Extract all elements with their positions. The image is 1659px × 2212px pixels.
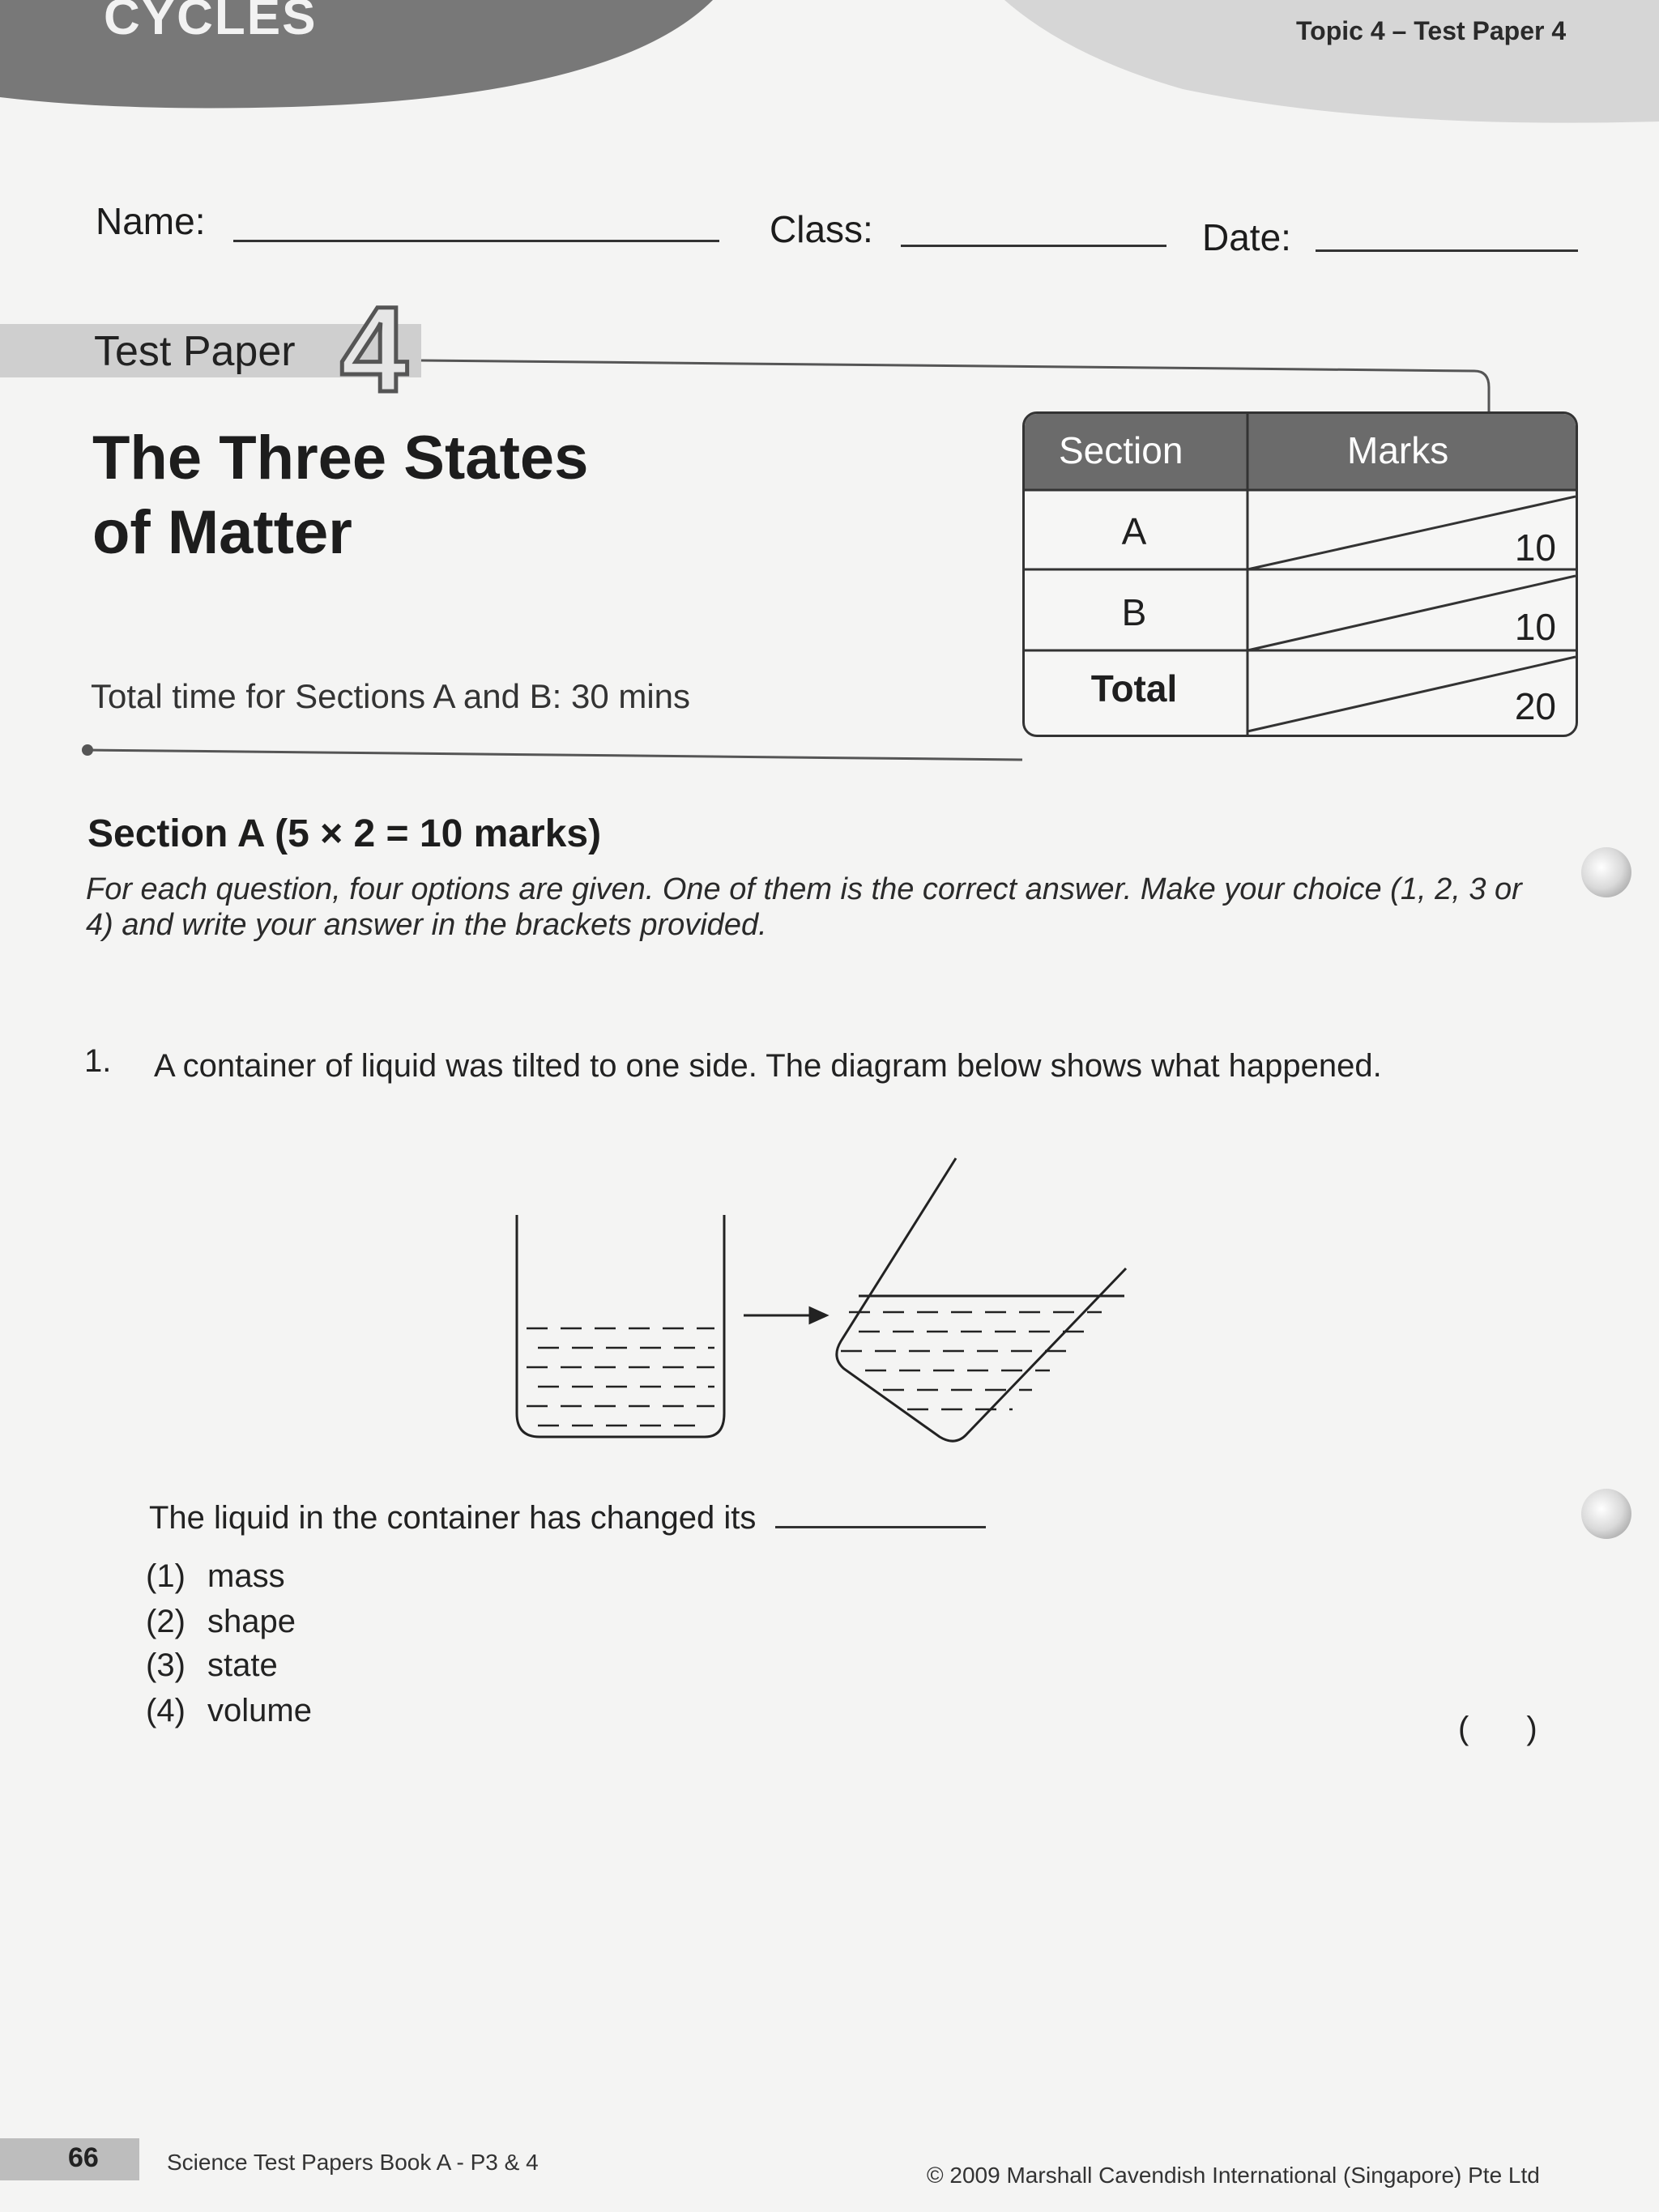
footer-copyright: © 2009 Marshall Cavendish International (Singapore) Pte Ltd	[927, 2163, 1540, 2188]
row-a-section: A	[1121, 510, 1147, 552]
class-label: Class:	[770, 208, 873, 250]
question-1-text: A container of liquid was tilted to one side. The diagram below shows what happened.	[154, 1048, 1382, 1084]
rule-dot	[82, 744, 93, 756]
row-b-section: B	[1121, 591, 1147, 633]
binder-hole-bottom	[1581, 1489, 1631, 1539]
option-2-num: (2)	[146, 1604, 186, 1639]
marks-table	[1022, 411, 1578, 737]
row-a-marks: 10	[1514, 526, 1556, 569]
banner-title: CYCLES	[104, 0, 318, 45]
header-marks: Marks	[1347, 429, 1449, 471]
heading-top-rule	[421, 360, 1489, 413]
running-head: Topic 4 – Test Paper 4	[1296, 16, 1567, 45]
row-total-section: Total	[1090, 667, 1178, 710]
header-section: Section	[1059, 429, 1183, 471]
paper-title-line-1: The Three States	[92, 424, 589, 492]
question-1-stem	[149, 1500, 986, 1536]
section-a-instructions: For each question, four options are given. One of them is the correct answer. Make your choice (1, 2, 3 or 4) and write your answer in the brackets provided.	[86, 872, 1522, 942]
option-3-text: state	[207, 1647, 278, 1683]
option-2[interactable]	[146, 1604, 296, 1640]
test-paper-number: 4	[340, 281, 408, 417]
option-4[interactable]	[146, 1693, 312, 1729]
tilted-container	[837, 1158, 1126, 1441]
question-1-stem-text: The liquid in the container has changed its	[149, 1500, 757, 1536]
option-3-num: (3)	[146, 1647, 186, 1683]
question-1-number: 1.	[84, 1043, 112, 1079]
section-a-title: Section A (5 × 2 = 10 marks)	[87, 812, 602, 855]
option-1-num: (1)	[146, 1558, 186, 1594]
tilted-container-diagram	[502, 1150, 1150, 1458]
binder-hole-top	[1581, 847, 1631, 897]
option-2-text: shape	[207, 1604, 296, 1639]
paper-title-line-2: of Matter	[92, 498, 352, 567]
footer-book-title: Science Test Papers Book A - P3 & 4	[167, 2150, 539, 2175]
upright-liquid-dashes	[527, 1328, 714, 1426]
date-label: Date:	[1202, 216, 1291, 258]
page-number: 66	[68, 2142, 99, 2173]
stem-answer-blank[interactable]	[775, 1526, 986, 1528]
name-label: Name:	[96, 200, 206, 242]
total-time: Total time for Sections A and B: 30 mins	[91, 677, 691, 715]
upright-container	[517, 1215, 724, 1437]
row-total-marks: 20	[1514, 685, 1556, 727]
option-1-text: mass	[207, 1558, 285, 1594]
option-4-num: (4)	[146, 1693, 186, 1728]
arrow-icon	[744, 1308, 826, 1323]
option-4-text: volume	[207, 1693, 312, 1728]
option-1[interactable]	[146, 1558, 285, 1595]
heading-bottom-rule	[87, 750, 1022, 760]
answer-bracket[interactable]: ( )	[1458, 1711, 1537, 1746]
option-3[interactable]	[146, 1647, 278, 1684]
test-paper-label: Test Paper	[94, 328, 296, 375]
paper-title	[92, 421, 588, 570]
row-b-marks: 10	[1514, 606, 1556, 648]
